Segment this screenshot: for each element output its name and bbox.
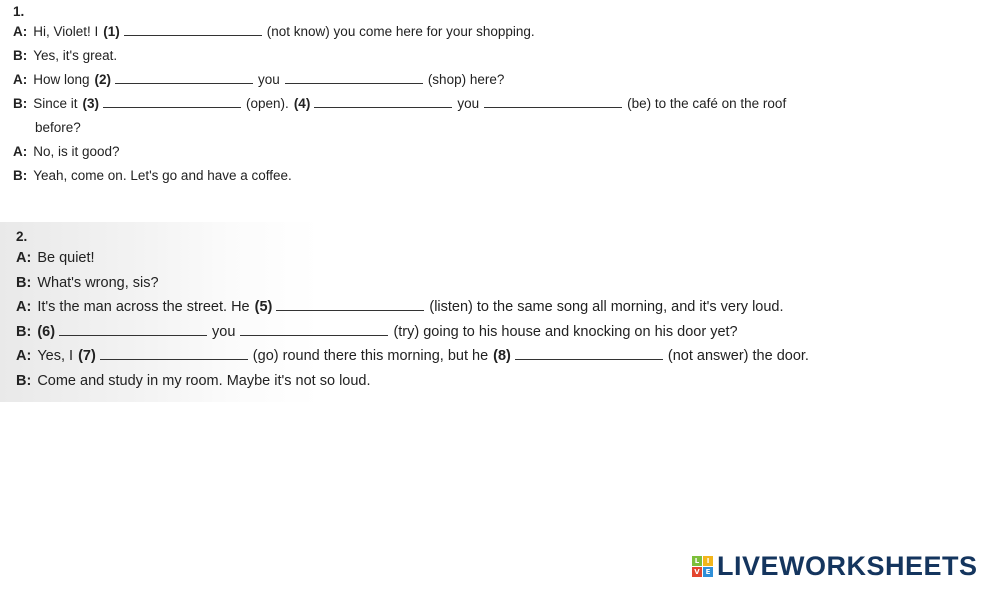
dialogue-text: (listen) to the same song all morning, and it's very loud. (429, 299, 784, 315)
dialogue-text: Yes, I (37, 348, 74, 364)
speaker-label: A: (16, 250, 32, 266)
gap-number: (7) (78, 348, 96, 364)
logo-tile-icon: I (703, 556, 713, 566)
gap-number: (2) (94, 72, 112, 87)
answer-blank-input[interactable] (100, 358, 248, 360)
dialogue-line (16, 275, 164, 291)
gap-number: (1) (103, 24, 120, 39)
dialogue-text: Be quiet! (37, 250, 95, 266)
logo-tile-icon: E (703, 567, 713, 577)
dialogue-text: No, is it good? (33, 144, 120, 159)
dialogue-line (35, 120, 86, 135)
section-2-number: 2. (16, 229, 28, 244)
dialogue-line (16, 250, 100, 266)
answer-blank-input[interactable] (103, 106, 241, 108)
dialogue-text: you (258, 72, 280, 87)
dialogue-text: Since it (33, 96, 78, 111)
dialogue-text: (go) round there this morning, but he (252, 348, 489, 364)
logo-text: LIVEWORKSHEETS (717, 550, 978, 581)
speaker-label: A: (16, 299, 32, 315)
dialogue-line (16, 299, 789, 315)
dialogue-text: before? (35, 120, 81, 135)
dialogue-line (13, 24, 540, 39)
dialogue-text: What's wrong, sis? (37, 275, 159, 291)
dialogue-text: (be) to the café on the roof (627, 96, 787, 111)
answer-blank-input[interactable] (59, 334, 207, 336)
speaker-label: A: (13, 24, 28, 39)
dialogue-line (16, 324, 743, 340)
answer-blank-input[interactable] (515, 358, 663, 360)
answer-blank-input[interactable] (285, 82, 423, 84)
speaker-label: B: (16, 373, 32, 389)
dialogue-text: Yes, it's great. (33, 48, 118, 63)
answer-blank-input[interactable] (240, 334, 388, 336)
speaker-label: B: (13, 96, 28, 111)
speaker-label: B: (16, 324, 32, 340)
liveworksheets-icon (692, 556, 713, 577)
dialogue-text: How long (33, 72, 90, 87)
dialogue-text: (not know) you come here for your shopping. (266, 24, 535, 39)
logo-tile-icon: V (692, 567, 702, 577)
liveworksheets-logo (692, 548, 978, 584)
gap-number: (5) (254, 299, 273, 315)
gap-number: (4) (293, 96, 311, 111)
dialogue-text: Yeah, come on. Let's go and have a coffee. (33, 168, 292, 183)
dialogue-line (16, 348, 814, 364)
gap-number: (8) (493, 348, 511, 364)
dialogue-line (13, 48, 122, 63)
gap-number: (6) (37, 324, 56, 340)
answer-blank-input[interactable] (314, 106, 452, 108)
dialogue-text: (shop) here? (427, 72, 505, 87)
section-1-number: 1. (13, 4, 25, 19)
gap-number: (3) (82, 96, 100, 111)
dialogue-text: It's the man across the street. He (37, 299, 250, 315)
answer-blank-input[interactable] (276, 309, 424, 311)
dialogue-line (13, 96, 791, 111)
dialogue-text: Hi, Violet! I (33, 24, 99, 39)
speaker-label: B: (13, 168, 28, 183)
answer-blank-input[interactable] (484, 106, 622, 108)
speaker-label: A: (16, 348, 32, 364)
logo-tile-icon: L (692, 556, 702, 566)
dialogue-line (13, 168, 297, 183)
answer-blank-input[interactable] (115, 82, 253, 84)
dialogue-line (13, 72, 509, 87)
dialogue-text: (not answer) the door. (667, 348, 809, 364)
speaker-label: B: (16, 275, 32, 291)
speaker-label: A: (13, 72, 28, 87)
dialogue-text: (try) going to his house and knocking on his door yet? (393, 324, 738, 340)
dialogue-text: Come and study in my room. Maybe it's not so loud. (37, 373, 371, 389)
speaker-label: A: (13, 144, 28, 159)
dialogue-line (16, 373, 376, 389)
dialogue-text: (open). (246, 96, 289, 111)
dialogue-line (13, 144, 125, 159)
dialogue-text: you (212, 324, 236, 340)
speaker-label: B: (13, 48, 28, 63)
answer-blank-input[interactable] (124, 34, 262, 36)
dialogue-text: you (457, 96, 480, 111)
